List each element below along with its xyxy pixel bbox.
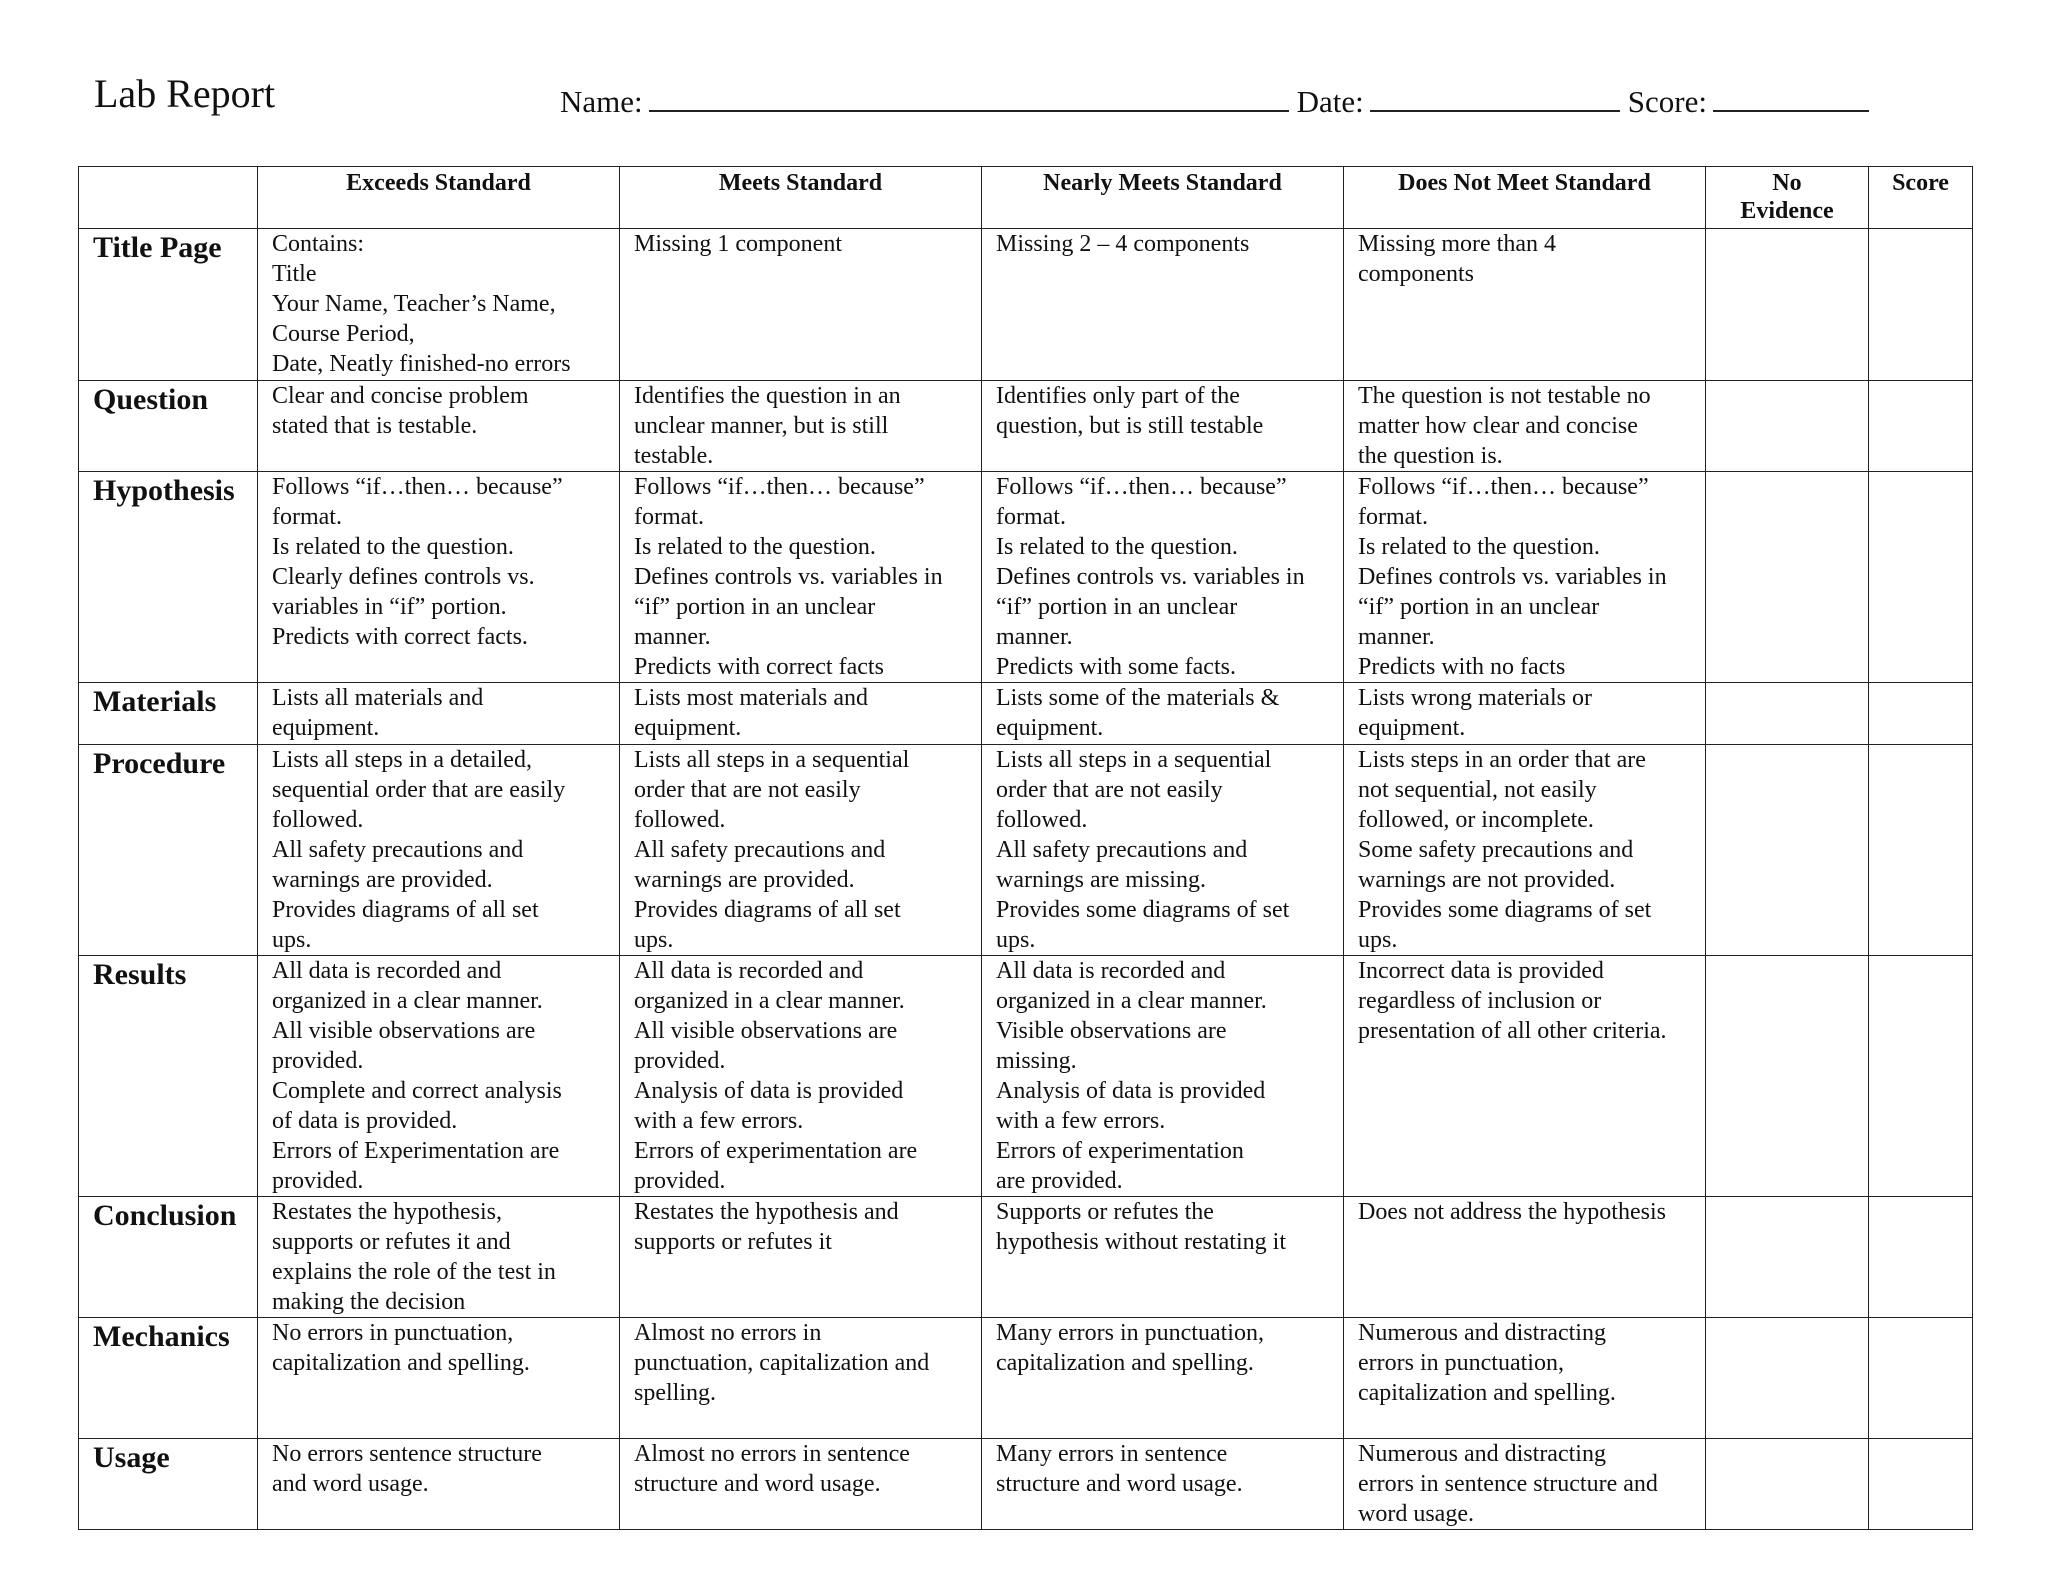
score-cell[interactable] [1869,229,1973,381]
cell-text-line: Visible observations are [996,1018,1227,1044]
cell-text-line: Is related to the question. [634,534,876,560]
cell-text-line: All data is recorded and [634,958,864,984]
date-blank-line[interactable] [1370,80,1620,112]
criteria-cell-exceeds [258,1318,620,1439]
cell-text-line: Follows “if…then… because” [996,474,1287,500]
row-label-conclusion: Conclusion [79,1197,258,1318]
cell-text-line: Does not address the hypothesis [1358,1199,1666,1225]
cell-text-line: components [1358,261,1474,287]
cell-text-line: organized in a clear manner. [996,988,1267,1014]
cell-text-line: Defines controls vs. variables in [634,564,943,590]
no-evidence-cell[interactable] [1706,1318,1869,1439]
cell-text-line: manner. [1358,624,1435,650]
table-row [79,683,1973,745]
criteria-cell-nearly-meets [982,1197,1344,1318]
criteria-cell-does-not-meet [1344,1197,1706,1318]
criteria-cell-does-not-meet [1344,1439,1706,1530]
cell-text-line: Supports or refutes the [996,1199,1214,1225]
criteria-cell-does-not-meet [1344,229,1706,381]
cell-text-line: Is related to the question. [996,534,1238,560]
criteria-cell-nearly-meets [982,472,1344,683]
criteria-cell-meets [620,1197,982,1318]
cell-text-line: Defines controls vs. variables in [996,564,1305,590]
cell-text-line: the question is. [1358,443,1503,469]
row-label-procedure: Procedure [79,745,258,956]
cell-text-line: All safety precautions and [634,837,886,863]
cell-text-line: Title [272,261,317,287]
cell-text-line: Is related to the question. [272,534,514,560]
criteria-cell-does-not-meet [1344,381,1706,472]
cell-text-line: matter how clear and concise [1358,413,1638,439]
cell-text-line: Numerous and distracting [1358,1441,1606,1467]
row-label-question: Question [79,381,258,472]
cell-text-line: capitalization and spelling. [996,1350,1254,1376]
row-label-usage: Usage [79,1439,258,1530]
cell-text-line: provided. [634,1168,726,1194]
corner-header-cell [79,167,258,229]
cell-text-line: Date, Neatly finished-no errors [272,351,571,377]
cell-text-line: capitalization and spelling. [272,1350,530,1376]
cell-text-line: Lists all steps in a sequential [996,747,1272,773]
cell-text-line: Many errors in sentence [996,1441,1228,1467]
no-evidence-cell[interactable] [1706,683,1869,745]
cell-text-line: word usage. [1358,1501,1474,1527]
cell-text-line: warnings are provided. [634,867,855,893]
cell-text-line: Numerous and distracting [1358,1320,1606,1346]
cell-text-line: making the decision [272,1289,466,1315]
no-evidence-cell[interactable] [1706,956,1869,1197]
cell-text-line: spelling. [634,1380,716,1406]
cell-text-line: presentation of all other criteria. [1358,1018,1667,1044]
cell-text-line: Predicts with no facts [1358,654,1566,680]
score-cell[interactable] [1869,956,1973,1197]
no-evidence-cell[interactable] [1706,1197,1869,1318]
table-row [79,381,1973,472]
score-cell[interactable] [1869,472,1973,683]
cell-text-line: punctuation, capitalization and [634,1350,930,1376]
date-label: Date: [1296,84,1364,119]
cell-text-line: structure and word usage. [996,1471,1243,1497]
cell-text-line: manner. [634,624,711,650]
criteria-cell-exceeds [258,1439,620,1530]
row-label-title-page: Title Page [79,229,258,381]
criteria-cell-nearly-meets [982,229,1344,381]
cell-text-line: Provides diagrams of all set [272,897,539,923]
cell-text-line: Analysis of data is provided [634,1078,904,1104]
score-cell[interactable] [1869,1318,1973,1439]
criteria-cell-does-not-meet [1344,472,1706,683]
column-header-text-line: Evidence [1740,198,1834,224]
name-blank-line[interactable] [649,80,1289,112]
cell-text-line: stated that is testable. [272,413,478,439]
cell-text-line: equipment. [272,715,380,741]
cell-text-line: Missing 2 – 4 components [996,231,1250,257]
cell-text-line: warnings are not provided. [1358,867,1616,893]
row-label-materials: Materials [79,683,258,745]
column-header-exceeds: Exceeds Standard [258,167,620,229]
cell-text-line: are provided. [996,1168,1123,1194]
cell-text-line: missing. [996,1048,1077,1074]
column-header-score: Score [1869,167,1973,229]
cell-text-line: Lists wrong materials or [1358,685,1592,711]
cell-text-line: No errors in punctuation, [272,1320,514,1346]
cell-text-line: explains the role of the test in [272,1259,556,1285]
column-header-meets: Meets Standard [620,167,982,229]
table-row [79,472,1973,683]
criteria-cell-meets [620,381,982,472]
cell-text-line: All data is recorded and [272,958,502,984]
cell-text-line: ups. [996,927,1036,953]
cell-text-line: equipment. [1358,715,1466,741]
cell-text-line: Your Name, Teacher’s Name, [272,291,556,317]
score-blank-line[interactable] [1713,80,1869,112]
cell-text-line: Complete and correct analysis [272,1078,562,1104]
column-header-does-not-meet: Does Not Meet Standard [1344,167,1706,229]
cell-text-line: followed, or incomplete. [1358,807,1594,833]
score-cell[interactable] [1869,1439,1973,1530]
cell-text-line: Errors of Experimentation are [272,1138,560,1164]
cell-text-line: unclear manner, but is still [634,413,889,439]
cell-text-line: Some safety precautions and [1358,837,1634,863]
cell-text-line: Restates the hypothesis and [634,1199,899,1225]
criteria-cell-nearly-meets [982,1318,1344,1439]
criteria-cell-nearly-meets [982,683,1344,745]
criteria-cell-nearly-meets [982,1439,1344,1530]
column-header-text-line: No [1772,170,1802,196]
cell-text-line: errors in sentence structure and [1358,1471,1658,1497]
cell-text-line: hypothesis without restating it [996,1229,1286,1255]
cell-text-line: “if” portion in an unclear [996,594,1238,620]
cell-text-line: All safety precautions and [996,837,1248,863]
name-label: Name: [560,84,643,119]
cell-text-line: Contains: [272,231,365,257]
cell-text-line: All visible observations are [634,1018,898,1044]
table-header-row [79,167,1973,229]
cell-text-line: format. [272,504,342,530]
cell-text-line: Lists some of the materials & [996,685,1280,711]
criteria-cell-meets [620,472,982,683]
cell-text-line: All safety precautions and [272,837,524,863]
cell-text-line: Restates the hypothesis, [272,1199,502,1225]
cell-text-line: organized in a clear manner. [272,988,543,1014]
cell-text-line: Course Period, [272,321,415,347]
cell-text-line: “if” portion in an unclear [1358,594,1600,620]
cell-text-line: with a few errors. [996,1108,1166,1134]
cell-text-line: ups. [272,927,312,953]
criteria-cell-exceeds [258,1197,620,1318]
row-label-hypothesis: Hypothesis [79,472,258,683]
cell-text-line: Follows “if…then… because” [272,474,563,500]
cell-text-line: Errors of experimentation [996,1138,1244,1164]
cell-text-line: Missing 1 component [634,231,842,257]
no-evidence-cell[interactable] [1706,472,1869,683]
cell-text-line: Provides some diagrams of set [1358,897,1652,923]
cell-text-line: equipment. [996,715,1104,741]
table-row [79,1318,1973,1439]
cell-text-line: and word usage. [272,1471,429,1497]
criteria-cell-meets [620,745,982,956]
score-cell[interactable] [1869,1197,1973,1318]
cell-text-line: Predicts with correct facts [634,654,884,680]
cell-text-line: supports or refutes it and [272,1229,511,1255]
cell-text-line: equipment. [634,715,742,741]
criteria-cell-does-not-meet [1344,956,1706,1197]
criteria-cell-meets [620,1318,982,1439]
criteria-cell-meets [620,956,982,1197]
no-evidence-cell[interactable] [1706,1439,1869,1530]
column-header-no-evidence [1706,167,1869,229]
no-evidence-cell[interactable] [1706,381,1869,472]
cell-text-line: Lists steps in an order that are [1358,747,1646,773]
cell-text-line: All visible observations are [272,1018,536,1044]
criteria-cell-does-not-meet [1344,745,1706,956]
cell-text-line: Almost no errors in sentence [634,1441,910,1467]
criteria-cell-meets [620,1439,982,1530]
cell-text-line: Clear and concise problem [272,383,529,409]
criteria-cell-exceeds [258,956,620,1197]
cell-text-line: Predicts with correct facts. [272,624,528,650]
cell-text-line: Identifies the question in an [634,383,901,409]
cell-text-line: Clearly defines controls vs. [272,564,535,590]
cell-text-line: provided. [272,1048,364,1074]
cell-text-line: errors in punctuation, [1358,1350,1564,1376]
criteria-cell-meets [620,683,982,745]
cell-text-line: format. [634,504,704,530]
cell-text-line: testable. [634,443,714,469]
cell-text-line: format. [1358,504,1428,530]
cell-text-line: sequential order that are easily [272,777,566,803]
no-evidence-cell[interactable] [1706,229,1869,381]
cell-text-line: followed. [634,807,726,833]
cell-text-line: All data is recorded and [996,958,1226,984]
criteria-cell-nearly-meets [982,745,1344,956]
criteria-cell-does-not-meet [1344,683,1706,745]
cell-text-line: capitalization and spelling. [1358,1380,1616,1406]
cell-text-line: Follows “if…then… because” [1358,474,1649,500]
cell-text-line: ups. [1358,927,1398,953]
cell-text-line: order that are not easily [634,777,861,803]
cell-text-line: variables in “if” portion. [272,594,507,620]
criteria-cell-does-not-meet [1344,1318,1706,1439]
cell-text-line: followed. [996,807,1088,833]
cell-text-line: Provides diagrams of all set [634,897,901,923]
cell-text-line: warnings are missing. [996,867,1206,893]
page-header [94,66,1974,126]
cell-text-line: manner. [996,624,1073,650]
cell-text-line: Missing more than 4 [1358,231,1556,257]
cell-text-line: provided. [272,1168,364,1194]
cell-text-line: followed. [272,807,364,833]
rubric-table [78,166,1973,1530]
cell-text-line: Follows “if…then… because” [634,474,925,500]
table-row [79,1439,1973,1530]
cell-text-line: with a few errors. [634,1108,804,1134]
cell-text-line: question, but is still testable [996,413,1264,439]
cell-text-line: of data is provided. [272,1108,458,1134]
cell-text-line: ups. [634,927,674,953]
cell-text-line: Identifies only part of the [996,383,1240,409]
cell-text-line: Lists all steps in a detailed, [272,747,532,773]
cell-text-line: Lists all materials and [272,685,484,711]
cell-text-line: not sequential, not easily [1358,777,1597,803]
criteria-cell-nearly-meets [982,956,1344,1197]
cell-text-line: Almost no errors in [634,1320,822,1346]
criteria-cell-exceeds [258,683,620,745]
cell-text-line: Predicts with some facts. [996,654,1236,680]
cell-text-line: “if” portion in an unclear [634,594,876,620]
cell-text-line: Incorrect data is provided [1358,958,1604,984]
cell-text-line: No errors sentence structure [272,1441,542,1467]
cell-text-line: Is related to the question. [1358,534,1600,560]
cell-text-line: Provides some diagrams of set [996,897,1290,923]
cell-text-line: structure and word usage. [634,1471,881,1497]
score-label: Score: [1627,84,1707,119]
document-title: Lab Report [94,71,276,116]
criteria-cell-exceeds [258,472,620,683]
score-cell[interactable] [1869,745,1973,956]
score-cell[interactable] [1869,381,1973,472]
no-evidence-cell[interactable] [1706,745,1869,956]
cell-text-line: Analysis of data is provided [996,1078,1266,1104]
cell-text-line: organized in a clear manner. [634,988,905,1014]
cell-text-line: warnings are provided. [272,867,493,893]
cell-text-line: order that are not easily [996,777,1223,803]
score-cell[interactable] [1869,683,1973,745]
header-fields [560,80,1877,122]
criteria-cell-exceeds [258,229,620,381]
criteria-cell-nearly-meets [982,381,1344,472]
table-row [79,745,1973,956]
cell-text-line: regardless of inclusion or [1358,988,1602,1014]
cell-text-line: provided. [634,1048,726,1074]
row-label-results: Results [79,956,258,1197]
cell-text-line: Lists most materials and [634,685,868,711]
cell-text-line: The question is not testable no [1358,383,1651,409]
cell-text-line: Defines controls vs. variables in [1358,564,1667,590]
column-header-nearly-meets: Nearly Meets Standard [982,167,1344,229]
criteria-cell-exceeds [258,745,620,956]
cell-text-line: Lists all steps in a sequential [634,747,910,773]
cell-text-line: Errors of experimentation are [634,1138,918,1164]
cell-text-line: Many errors in punctuation, [996,1320,1264,1346]
criteria-cell-meets [620,229,982,381]
table-row [79,956,1973,1197]
cell-text-line: format. [996,504,1066,530]
cell-text-line: supports or refutes it [634,1229,832,1255]
criteria-cell-exceeds [258,381,620,472]
table-row [79,1197,1973,1318]
table-row [79,229,1973,381]
row-label-mechanics: Mechanics [79,1318,258,1439]
